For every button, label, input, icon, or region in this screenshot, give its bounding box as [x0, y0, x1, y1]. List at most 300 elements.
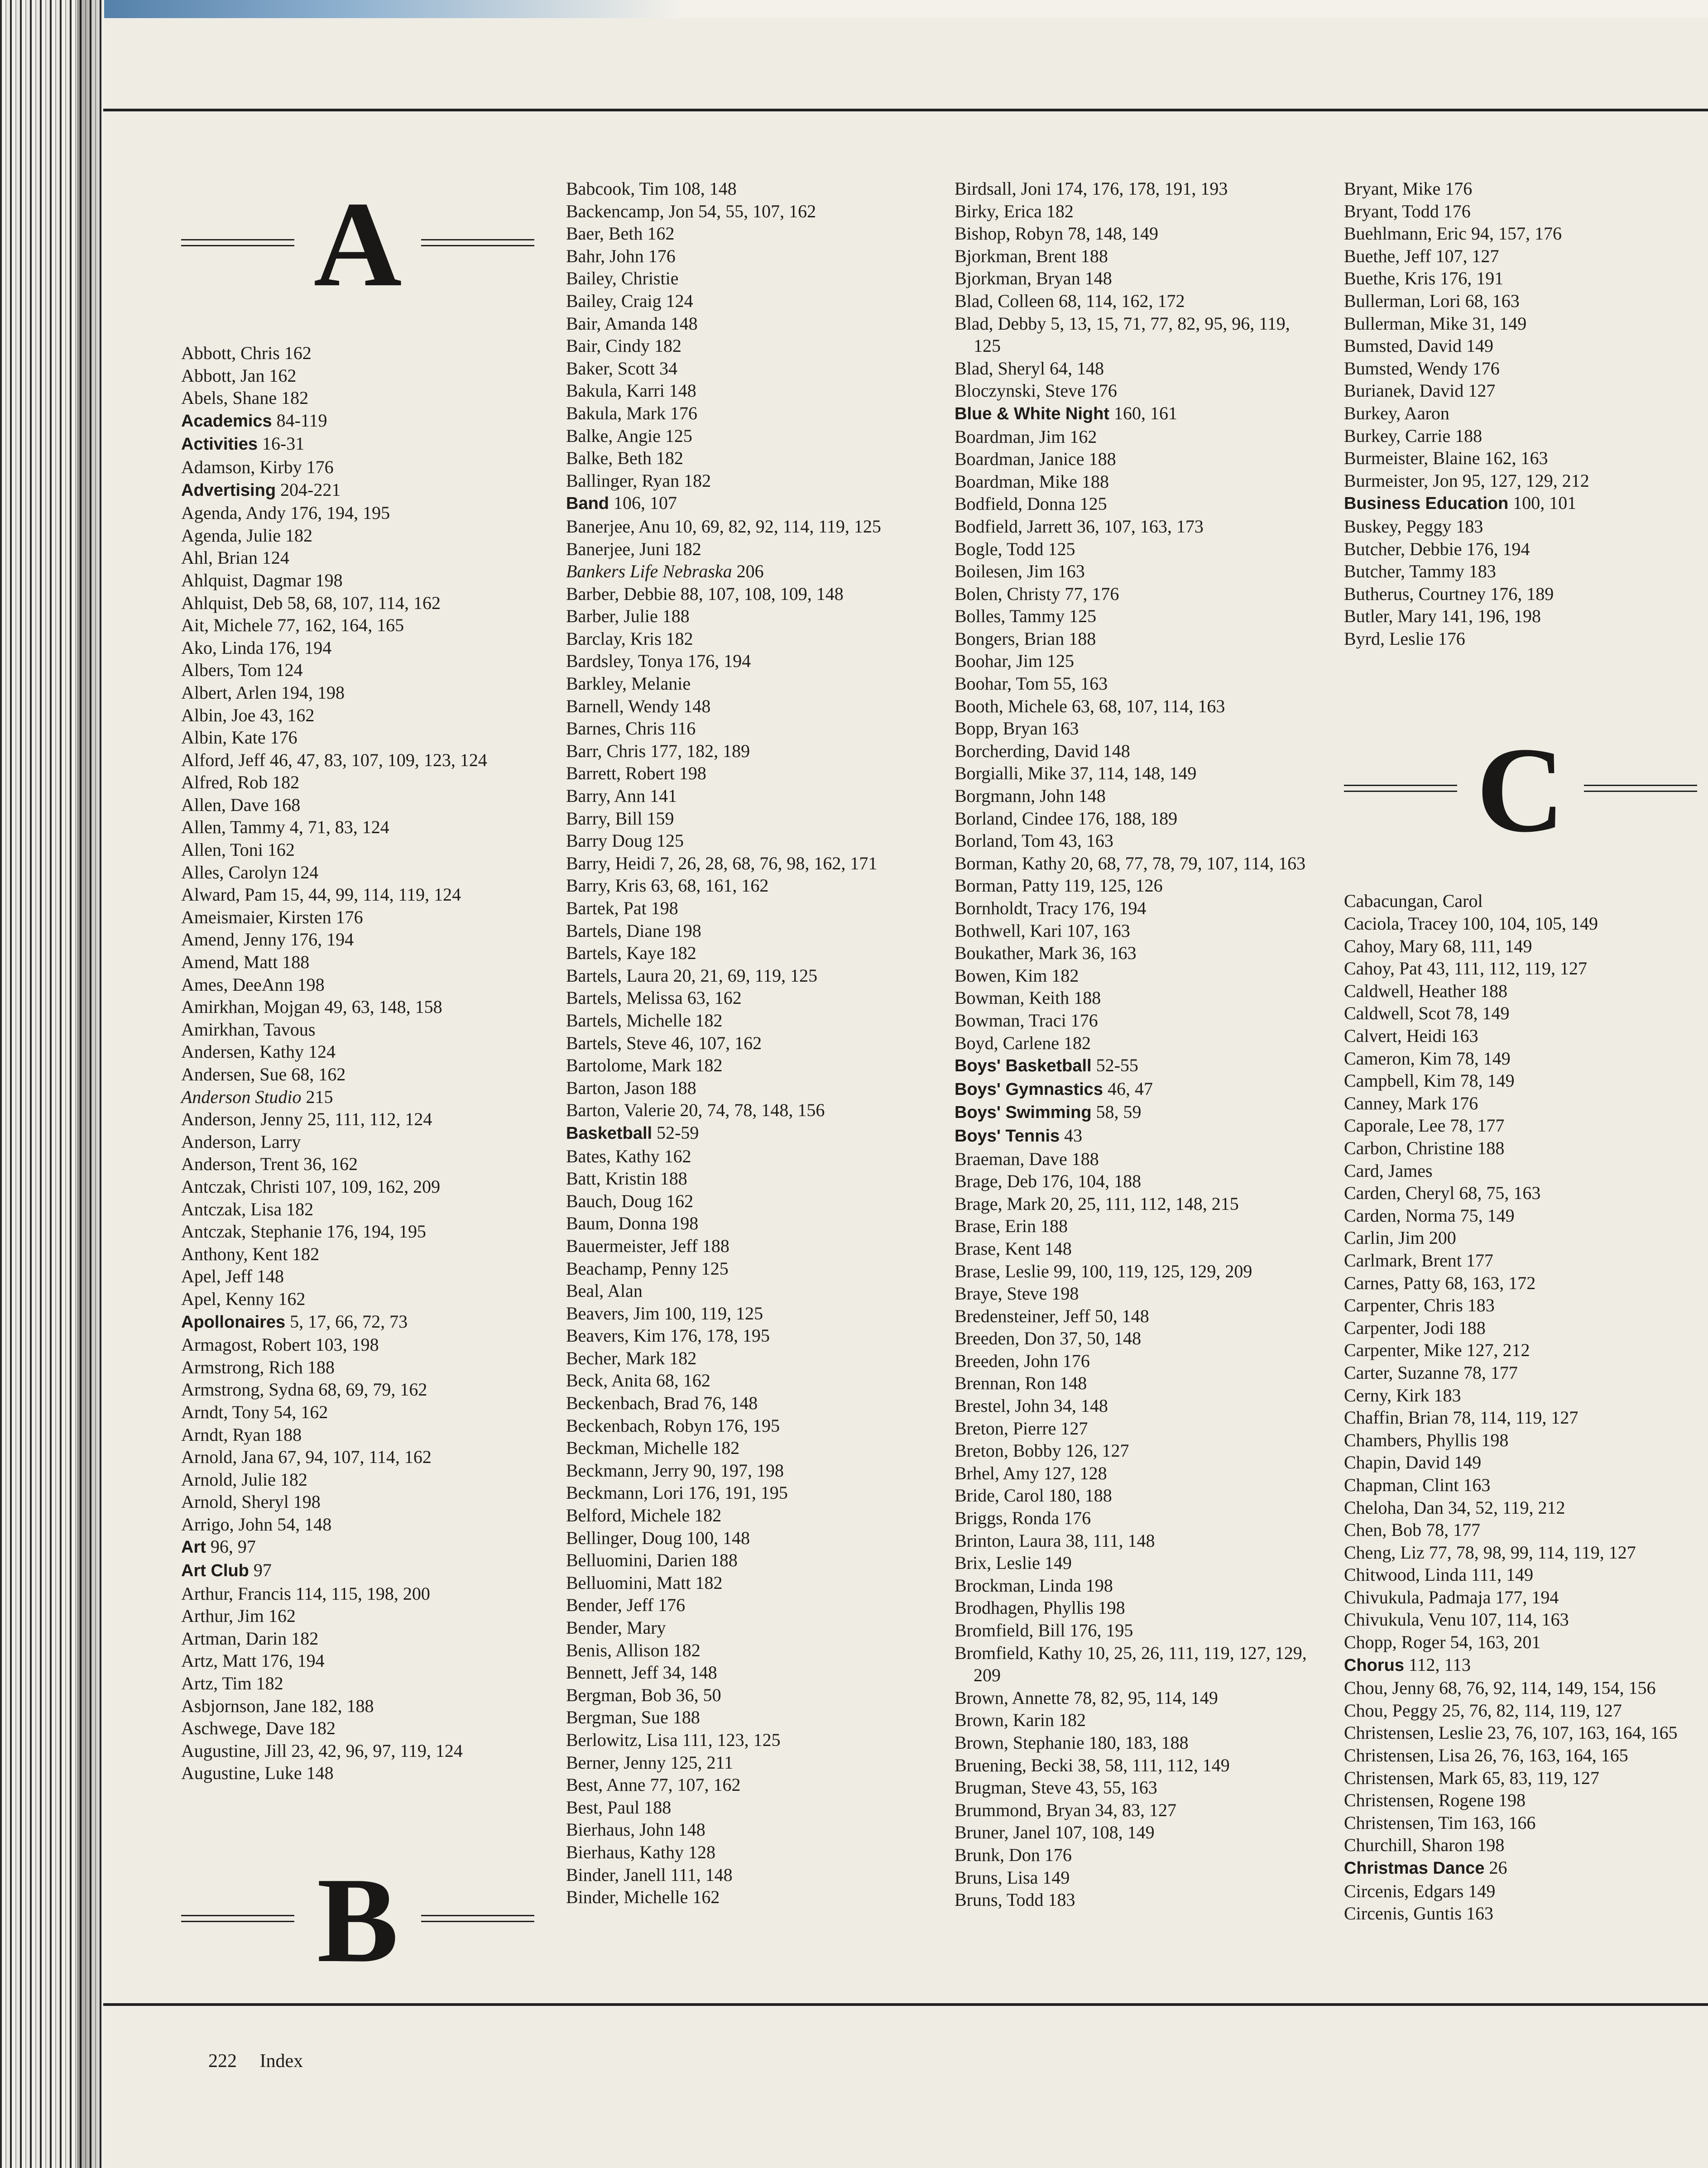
index-name-entry: Bailey, Craig 124 — [566, 290, 693, 311]
index-name-entry: Ames, DeeAnn 198 — [181, 974, 325, 995]
index-name-entry: Arthur, Francis 114, 115, 198, 200 — [181, 1583, 430, 1604]
index-name-entry: Cheng, Liz 77, 78, 98, 99, 114, 119, 127 — [1344, 1542, 1636, 1563]
index-name-entry: Bakula, Karri 148 — [566, 380, 696, 401]
index-name-entry: Amend, Matt 188 — [181, 952, 310, 973]
index-name-entry: Bergman, Sue 188 — [566, 1707, 700, 1728]
index-name-entry: Christensen, Tim 163, 166 — [1344, 1812, 1536, 1833]
index-name-entry: Balke, Angie 125 — [566, 425, 692, 446]
index-name-entry: Barnes, Chris 116 — [566, 718, 696, 739]
index-name-entry: Augustine, Luke 148 — [181, 1763, 334, 1784]
entry-topic: Band — [566, 494, 609, 513]
entry-topic: Apollonaires — [181, 1312, 286, 1332]
index-name-entry: Beavers, Kim 176, 178, 195 — [566, 1325, 770, 1346]
index-topic-entry — [955, 1078, 1317, 1101]
index-name-entry: Butcher, Debbie 176, 194 — [1344, 538, 1530, 559]
entry-topic: Chorus — [1344, 1655, 1404, 1675]
index-topic-entry — [181, 409, 543, 433]
index-name-entry: Brugman, Steve 43, 55, 163 — [955, 1777, 1157, 1798]
entry-pages: 215 — [301, 1086, 333, 1107]
index-name-entry: Beckenbach, Robyn 176, 195 — [566, 1415, 780, 1436]
index-name-entry: Blad, Sheryl 64, 148 — [955, 358, 1104, 379]
index-name-entry: Blad, Debby 5, 13, 15, 71, 77, 82, 95, 96, 119, 125 — [955, 313, 1290, 356]
index-name-entry: Artz, Matt 176, 194 — [181, 1650, 325, 1671]
index-name-entry: Bellinger, Doug 100, 148 — [566, 1527, 750, 1548]
index-name-entry: Abbott, Chris 162 — [181, 343, 312, 363]
index-name-entry: Bauch, Doug 162 — [566, 1190, 694, 1211]
entry-pages: 112, 113 — [1404, 1654, 1471, 1675]
entry-pages: 97 — [249, 1560, 272, 1581]
index-name-entry: Alward, Pam 15, 44, 99, 114, 119, 124 — [181, 884, 461, 905]
index-name-entry: Belluomini, Matt 182 — [566, 1572, 723, 1593]
index-name-entry: Carlmark, Brent 177 — [1344, 1250, 1493, 1271]
index-name-entry: Buehlmann, Eric 94, 157, 176 — [1344, 223, 1562, 244]
entry-topic: Business Education — [1344, 494, 1509, 513]
index-name-entry: Burmeister, Blaine 162, 163 — [1344, 448, 1548, 469]
entry-topic: Boys' Gymnastics — [955, 1079, 1103, 1099]
index-name-entry: Borman, Kathy 20, 68, 77, 78, 79, 107, 114, 163 — [955, 853, 1306, 873]
index-name-entry: Bender, Jeff 176 — [566, 1595, 686, 1616]
index-name-entry: Armagost, Robert 103, 198 — [181, 1334, 379, 1355]
index-name-entry: Brockman, Linda 198 — [955, 1575, 1113, 1596]
index-name-entry: Antczak, Christi 107, 109, 162, 209 — [181, 1176, 441, 1197]
index-column-3 — [955, 177, 1317, 1911]
index-list-b-part2 — [955, 177, 1317, 1911]
index-name-entry: Burianek, David 127 — [1344, 380, 1496, 401]
index-name-entry: Ako, Linda 176, 194 — [181, 637, 332, 658]
index-name-entry: Abbott, Jan 162 — [181, 365, 297, 386]
index-name-entry: Breeden, John 176 — [955, 1350, 1090, 1371]
index-name-entry: Anderson, Jenny 25, 111, 112, 124 — [181, 1109, 432, 1130]
index-topic-entry — [181, 1559, 543, 1583]
index-name-entry: Brase, Leslie 99, 100, 119, 125, 129, 209 — [955, 1261, 1252, 1281]
index-name-entry: Bowen, Kim 182 — [955, 965, 1079, 986]
entry-pages: 106, 107 — [609, 493, 677, 513]
index-name-entry: Belford, Michele 182 — [566, 1505, 722, 1526]
index-name-entry: Antczak, Stephanie 176, 194, 195 — [181, 1221, 426, 1242]
index-name-entry: Best, Anne 77, 107, 162 — [566, 1775, 741, 1795]
index-name-entry: Arthur, Jim 162 — [181, 1606, 296, 1626]
entry-pages: 52-55 — [1091, 1055, 1138, 1076]
index-name-entry: Apel, Kenny 162 — [181, 1288, 306, 1309]
index-name-entry: Barrett, Robert 198 — [566, 763, 706, 784]
index-name-entry: Bruening, Becki 38, 58, 111, 112, 149 — [955, 1755, 1230, 1775]
index-name-entry: Chivukula, Venu 107, 114, 163 — [1344, 1609, 1569, 1630]
index-list-b-part3 — [1344, 177, 1706, 650]
index-name-entry: Carter, Suzanne 78, 177 — [1344, 1362, 1518, 1383]
index-name-entry: Agenda, Andy 176, 194, 195 — [181, 503, 390, 523]
page-number: 222 — [208, 2051, 237, 2072]
index-name-entry: Carden, Norma 75, 149 — [1344, 1205, 1515, 1226]
index-name-entry: Braye, Steve 198 — [955, 1283, 1079, 1304]
index-name-entry: Baum, Donna 198 — [566, 1213, 699, 1234]
index-name-entry: Boyd, Carlene 182 — [955, 1032, 1091, 1053]
index-name-entry: Bender, Mary — [566, 1617, 666, 1638]
index-name-entry: Beckenbach, Brad 76, 148 — [566, 1393, 758, 1414]
entry-topic: Boys' Swimming — [955, 1103, 1092, 1122]
index-name-entry: Arndt, Ryan 188 — [181, 1424, 302, 1445]
index-name-entry: Chivukula, Padmaja 177, 194 — [1344, 1587, 1559, 1607]
index-name-entry: Barry, Ann 141 — [566, 786, 677, 806]
index-name-entry: Borcherding, David 148 — [955, 740, 1130, 761]
top-band — [0, 0, 1708, 18]
index-name-entry: Chen, Bob 78, 177 — [1344, 1520, 1481, 1540]
index-name-entry: Bartels, Melissa 63, 162 — [566, 988, 742, 1008]
index-name-entry: Bowman, Traci 176 — [955, 1010, 1098, 1031]
index-name-entry: Chambers, Phyllis 198 — [1344, 1429, 1509, 1450]
index-name-entry: Berlowitz, Lisa 111, 123, 125 — [566, 1729, 781, 1750]
index-name-entry: Arndt, Tony 54, 162 — [181, 1401, 328, 1422]
index-name-entry: Circenis, Edgars 149 — [1344, 1880, 1496, 1901]
index-name-entry: Bakula, Mark 176 — [566, 403, 697, 423]
index-topic-entry — [566, 492, 928, 515]
index-name-entry: Abels, Shane 182 — [181, 388, 309, 408]
index-name-entry: Borland, Cindee 176, 188, 189 — [955, 808, 1178, 829]
index-name-entry: Allen, Dave 168 — [181, 794, 301, 815]
index-name-entry: Antczak, Lisa 182 — [181, 1199, 314, 1219]
heading-rule-left — [181, 1915, 294, 1922]
index-name-entry: Bierhaus, Kathy 128 — [566, 1842, 715, 1862]
index-name-entry: Boukather, Mark 36, 163 — [955, 943, 1137, 964]
index-name-entry: Bornholdt, Tracy 176, 194 — [955, 898, 1147, 918]
index-topic-entry — [1344, 1856, 1706, 1880]
index-name-entry: Bennett, Jeff 34, 148 — [566, 1662, 717, 1683]
letter-heading-b — [181, 1848, 534, 1993]
index-name-entry: Artz, Tim 182 — [181, 1673, 283, 1694]
index-name-entry: Asbjornson, Jane 182, 188 — [181, 1695, 374, 1716]
index-name-entry: Bredensteiner, Jeff 50, 148 — [955, 1305, 1149, 1326]
index-name-entry: Bergman, Bob 36, 50 — [566, 1684, 721, 1705]
entry-pages: 160, 161 — [1109, 403, 1177, 423]
index-name-entry: Bruner, Janel 107, 108, 149 — [955, 1822, 1155, 1843]
index-name-entry: Amirkhan, Mojgan 49, 63, 148, 158 — [181, 997, 442, 1017]
index-name-entry: Boardman, Jim 162 — [955, 426, 1097, 447]
index-name-entry: Bullerman, Lori 68, 163 — [1344, 290, 1520, 311]
index-name-entry: Bierhaus, John 148 — [566, 1819, 705, 1840]
index-name-entry: Ahlquist, Dagmar 198 — [181, 570, 343, 590]
index-name-entry: Andersen, Sue 68, 162 — [181, 1064, 346, 1084]
heading-rule-left — [1344, 785, 1457, 792]
entry-pages: 16-31 — [257, 433, 305, 454]
index-name-entry: Banerjee, Anu 10, 69, 82, 92, 114, 119, 125 — [566, 516, 881, 537]
index-name-entry: Becher, Mark 182 — [566, 1348, 697, 1368]
index-name-entry: Albin, Joe 43, 162 — [181, 705, 315, 725]
index-name-entry: Amend, Jenny 176, 194 — [181, 929, 354, 950]
index-name-entry: Bjorkman, Bryan 148 — [955, 268, 1112, 289]
index-name-entry: Artman, Darin 182 — [181, 1628, 319, 1649]
index-name-entry: Bryant, Todd 176 — [1344, 201, 1471, 221]
index-name-entry: Carnes, Patty 68, 163, 172 — [1344, 1272, 1536, 1293]
index-topic-entry — [181, 1535, 543, 1559]
index-name-entry: Brage, Deb 176, 104, 188 — [955, 1171, 1142, 1192]
entry-topic: Advertising — [181, 480, 276, 500]
heading-rule-left — [181, 239, 294, 246]
heading-rule-right — [1584, 785, 1697, 792]
entry-pages: 26 — [1484, 1857, 1507, 1878]
entry-topic: Blue & White Night — [955, 404, 1109, 423]
index-name-entry: Barry, Heidi 7, 26, 28, 68, 76, 98, 162, 171 — [566, 853, 878, 873]
index-name-entry: Beal, Alan — [566, 1281, 643, 1301]
index-name-entry: Brennan, Ron 148 — [955, 1373, 1087, 1394]
index-name-entry: Barry, Kris 63, 68, 161, 162 — [566, 875, 769, 896]
heading-rule-right — [421, 1915, 534, 1922]
index-name-entry: Chou, Peggy 25, 76, 82, 114, 119, 127 — [1344, 1700, 1622, 1721]
index-name-entry: Bogle, Todd 125 — [955, 538, 1075, 559]
index-list-b-part1 — [566, 177, 928, 1909]
index-name-entry: Bauermeister, Jeff 188 — [566, 1235, 729, 1256]
index-name-entry: Beck, Anita 68, 162 — [566, 1370, 710, 1391]
entry-topic: Academics — [181, 411, 272, 431]
index-name-entry: Bromfield, Kathy 10, 25, 26, 111, 119, 127, 129, 209 — [955, 1642, 1307, 1686]
index-name-entry: Anderson, Larry — [181, 1131, 301, 1152]
entry-topic: Bankers Life Nebraska — [566, 561, 732, 582]
index-name-entry: Bishop, Robyn 78, 148, 149 — [955, 223, 1159, 244]
index-topic-entry — [955, 1124, 1317, 1148]
index-name-entry: Armstrong, Rich 188 — [181, 1357, 335, 1377]
index-name-entry: Bongers, Brian 188 — [955, 628, 1096, 649]
index-name-entry: Blad, Colleen 68, 114, 162, 172 — [955, 290, 1185, 311]
index-name-entry: Anthony, Kent 182 — [181, 1243, 320, 1264]
index-name-entry: Beckmann, Lori 176, 191, 195 — [566, 1482, 788, 1503]
index-name-entry: Borgialli, Mike 37, 114, 148, 149 — [955, 763, 1197, 784]
index-name-entry: Bair, Cindy 182 — [566, 336, 682, 356]
letter-b: B — [317, 1852, 399, 1988]
index-name-entry: Briggs, Ronda 176 — [955, 1508, 1091, 1529]
index-name-entry: Brodhagen, Phyllis 198 — [955, 1597, 1125, 1618]
index-column-4 — [1344, 177, 1706, 1925]
index-name-entry: Cerny, Kirk 183 — [1344, 1385, 1461, 1405]
index-name-entry: Brown, Annette 78, 82, 95, 114, 149 — [955, 1687, 1218, 1708]
binding-shadow — [77, 0, 104, 2168]
index-name-entry: Brage, Mark 20, 25, 111, 112, 148, 215 — [955, 1193, 1239, 1214]
bottom-rule — [103, 2003, 1708, 2006]
index-name-entry: Campbell, Kim 78, 149 — [1344, 1070, 1515, 1091]
index-name-entry: Bartels, Kaye 182 — [566, 943, 696, 964]
index-name-entry: Allen, Toni 162 — [181, 839, 295, 860]
index-name-entry: Boohar, Tom 55, 163 — [955, 673, 1108, 694]
entry-topic: Activities — [181, 435, 258, 454]
index-name-entry: Brunk, Don 176 — [955, 1844, 1072, 1865]
index-topic-entry — [955, 1054, 1317, 1078]
index-name-entry: Albert, Arlen 194, 198 — [181, 682, 345, 703]
index-name-entry: Cabacungan, Carol — [1344, 891, 1483, 911]
index-name-entry: Binder, Janell 111, 148 — [566, 1864, 733, 1885]
index-name-entry: Brhel, Amy 127, 128 — [955, 1463, 1107, 1483]
index-name-entry: Albin, Kate 176 — [181, 727, 297, 748]
index-name-entry: Boardman, Mike 188 — [955, 471, 1109, 492]
index-name-entry: Barber, Debbie 88, 107, 108, 109, 148 — [566, 583, 844, 604]
index-name-entry: Bahr, John 176 — [566, 245, 676, 266]
index-name-entry: Boardman, Janice 188 — [955, 449, 1116, 470]
index-name-entry: Bodfield, Donna 125 — [955, 494, 1107, 514]
index-name-entry: Brinton, Laura 38, 111, 148 — [955, 1530, 1155, 1551]
index-name-entry: Brase, Erin 188 — [955, 1216, 1068, 1237]
index-topic-entry — [1344, 492, 1706, 515]
index-name-entry: Burkey, Carrie 188 — [1344, 425, 1483, 446]
index-name-entry: Ameismaier, Kirsten 176 — [181, 907, 363, 927]
index-name-entry: Bumsted, Wendy 176 — [1344, 358, 1500, 379]
entry-pages: 204-221 — [276, 479, 341, 500]
index-name-entry: Baer, Beth 162 — [566, 223, 675, 244]
index-name-entry: Batt, Kristin 188 — [566, 1168, 687, 1189]
index-name-entry: Beavers, Jim 100, 119, 125 — [566, 1303, 763, 1324]
index-name-entry: Cheloha, Dan 34, 52, 119, 212 — [1344, 1497, 1565, 1518]
index-name-entry: Christensen, Rogene 198 — [1344, 1790, 1526, 1811]
index-name-entry: Brown, Karin 182 — [955, 1710, 1086, 1731]
index-name-entry: Bates, Kathy 162 — [566, 1146, 691, 1166]
index-topic-entry — [955, 1101, 1317, 1124]
entry-pages: 206 — [732, 561, 764, 582]
index-name-entry: Binder, Michelle 162 — [566, 1887, 720, 1908]
index-name-entry: Churchill, Sharon 198 — [1344, 1835, 1505, 1856]
index-name-entry: Albers, Tom 124 — [181, 660, 303, 681]
index-name-entry: Bride, Carol 180, 188 — [955, 1485, 1112, 1506]
heading-rule-right — [421, 239, 534, 246]
index-name-entry: Alles, Carolyn 124 — [181, 862, 319, 883]
index-name-entry: Bowman, Keith 188 — [955, 988, 1101, 1008]
index-name-entry: Ait, Michele 77, 162, 164, 165 — [181, 615, 404, 636]
index-name-entry: Bailey, Christie — [566, 268, 679, 289]
index-name-entry: Brase, Kent 148 — [955, 1238, 1072, 1259]
entry-pages: 58, 59 — [1091, 1102, 1142, 1122]
index-topic-entry — [181, 1086, 543, 1108]
index-name-entry: Amirkhan, Tavous — [181, 1019, 316, 1040]
index-name-entry: Arnold, Jana 67, 94, 107, 114, 162 — [181, 1447, 432, 1468]
index-name-entry: Bartels, Laura 20, 21, 69, 119, 125 — [566, 965, 818, 986]
page-footer — [208, 2050, 321, 2072]
index-name-entry: Burmeister, Jon 95, 127, 129, 212 — [1344, 470, 1589, 491]
index-name-entry: Circenis, Guntis 163 — [1344, 1903, 1493, 1924]
entry-topic: Boys' Basketball — [955, 1056, 1092, 1076]
index-name-entry: Bullerman, Mike 31, 149 — [1344, 313, 1527, 334]
index-name-entry: Alford, Jeff 46, 47, 83, 107, 109, 123, 124 — [181, 749, 487, 770]
index-name-entry: Anderson, Trent 36, 162 — [181, 1154, 358, 1175]
index-name-entry: Cameron, Kim 78, 149 — [1344, 1048, 1511, 1069]
index-topic-entry — [566, 560, 928, 583]
entry-pages: 43 — [1060, 1125, 1083, 1146]
index-name-entry: Chitwood, Linda 111, 149 — [1344, 1564, 1534, 1585]
index-name-entry: Ballinger, Ryan 182 — [566, 470, 711, 491]
index-name-entry: Byrd, Leslie 176 — [1344, 628, 1465, 649]
entry-pages: 5, 17, 66, 72, 73 — [285, 1311, 408, 1332]
index-name-entry: Bromfield, Bill 176, 195 — [955, 1620, 1133, 1640]
index-name-entry: Buethe, Kris 176, 191 — [1344, 268, 1504, 289]
index-name-entry: Buethe, Jeff 107, 127 — [1344, 245, 1499, 266]
index-name-entry: Adamson, Kirby 176 — [181, 456, 334, 477]
index-name-entry: Ahlquist, Deb 58, 68, 107, 114, 162 — [181, 592, 441, 613]
index-name-entry: Boohar, Jim 125 — [955, 651, 1074, 672]
index-name-entry: Butler, Mary 141, 196, 198 — [1344, 606, 1541, 627]
index-name-entry: Bopp, Bryan 163 — [955, 718, 1079, 739]
index-name-entry: Birdsall, Joni 174, 176, 178, 191, 193 — [955, 178, 1228, 199]
index-name-entry: Arnold, Sheryl 198 — [181, 1492, 321, 1512]
index-topic-entry — [955, 402, 1317, 426]
index-name-entry: Aschwege, Dave 182 — [181, 1718, 336, 1739]
index-name-entry: Bolles, Tammy 125 — [955, 606, 1097, 627]
index-name-entry: Boilesen, Jim 163 — [955, 561, 1085, 582]
index-column-2 — [566, 177, 928, 1909]
index-column-1 — [181, 172, 543, 1993]
index-name-entry: Barclay, Kris 182 — [566, 628, 693, 649]
letter-a: A — [313, 177, 402, 312]
entry-pages: 84-119 — [272, 410, 327, 431]
letter-c: C — [1476, 722, 1565, 858]
index-name-entry: Babcook, Tim 108, 148 — [566, 178, 737, 199]
index-name-entry: Chapin, David 149 — [1344, 1452, 1482, 1473]
index-name-entry: Buskey, Peggy 183 — [1344, 516, 1483, 537]
index-name-entry: Armstrong, Sydna 68, 69, 79, 162 — [181, 1379, 427, 1400]
index-name-entry: Chopp, Roger 54, 163, 201 — [1344, 1632, 1541, 1653]
index-name-entry: Carpenter, Mike 127, 212 — [1344, 1340, 1530, 1361]
entry-pages: 96, 97 — [206, 1536, 256, 1557]
index-name-entry: Breton, Bobby 126, 127 — [955, 1440, 1129, 1461]
index-name-entry: Barton, Jason 188 — [566, 1077, 696, 1098]
index-name-entry: Bartels, Steve 46, 107, 162 — [566, 1032, 762, 1053]
entry-topic: Boys' Tennis — [955, 1126, 1060, 1146]
index-name-entry: Barber, Julie 188 — [566, 606, 690, 627]
index-name-entry: Chaffin, Brian 78, 114, 119, 127 — [1344, 1407, 1578, 1428]
index-name-entry: Bair, Amanda 148 — [566, 313, 698, 334]
index-name-entry: Carbon, Christine 188 — [1344, 1138, 1505, 1158]
index-name-entry: Bartek, Pat 198 — [566, 898, 678, 918]
index-name-entry: Bloczynski, Steve 176 — [955, 380, 1117, 401]
index-name-entry: Caldwell, Scot 78, 149 — [1344, 1003, 1510, 1024]
index-name-entry: Brummond, Bryan 34, 83, 127 — [955, 1799, 1176, 1820]
index-name-entry: Breton, Pierre 127 — [955, 1418, 1088, 1439]
index-name-entry: Barry Doug 125 — [566, 830, 684, 851]
index-name-entry: Best, Paul 188 — [566, 1797, 672, 1818]
index-name-entry: Caldwell, Heather 188 — [1344, 980, 1507, 1001]
index-list-c — [1344, 890, 1706, 1924]
entry-pages: 100, 101 — [1508, 493, 1577, 513]
index-name-entry: Bardsley, Tonya 176, 194 — [566, 651, 751, 672]
index-name-entry: Caciola, Tracey 100, 104, 105, 149 — [1344, 913, 1598, 934]
index-name-entry: Christensen, Mark 65, 83, 119, 127 — [1344, 1767, 1600, 1788]
index-topic-entry — [181, 432, 543, 456]
index-name-entry: Bartels, Michelle 182 — [566, 1010, 723, 1031]
entry-topic: Anderson Studio — [181, 1086, 302, 1107]
index-name-entry: Cahoy, Pat 43, 111, 112, 119, 127 — [1344, 958, 1588, 979]
index-name-entry: Banerjee, Juni 182 — [566, 538, 701, 559]
index-name-entry: Bruns, Lisa 149 — [955, 1867, 1070, 1888]
letter-heading-c — [1344, 718, 1697, 863]
index-name-entry: Barkley, Melanie — [566, 673, 691, 694]
index-name-entry: Beckman, Michelle 182 — [566, 1438, 740, 1458]
index-name-entry: Carden, Cheryl 68, 75, 163 — [1344, 1183, 1541, 1204]
index-name-entry: Butcher, Tammy 183 — [1344, 561, 1496, 582]
index-name-entry: Braeman, Dave 188 — [955, 1148, 1099, 1169]
index-name-entry: Brown, Stephanie 180, 183, 188 — [955, 1732, 1189, 1753]
index-name-entry: Canney, Mark 176 — [1344, 1093, 1478, 1113]
index-name-entry: Agenda, Julie 182 — [181, 525, 312, 546]
index-name-entry: Caporale, Lee 78, 177 — [1344, 1115, 1505, 1136]
index-name-entry: Alfred, Rob 182 — [181, 772, 300, 793]
index-name-entry: Bartels, Diane 198 — [566, 920, 701, 941]
index-name-entry: Barnell, Wendy 148 — [566, 695, 711, 716]
index-name-entry: Carpenter, Chris 183 — [1344, 1295, 1495, 1316]
index-name-entry: Card, James — [1344, 1160, 1433, 1181]
index-name-entry: Breeden, Don 37, 50, 148 — [955, 1328, 1142, 1349]
index-name-entry: Borgmann, John 148 — [955, 786, 1106, 806]
index-name-entry: Barton, Valerie 20, 74, 78, 148, 156 — [566, 1100, 825, 1121]
index-name-entry: Berner, Jenny 125, 211 — [566, 1752, 734, 1773]
index-name-entry: Belluomini, Darien 188 — [566, 1550, 738, 1571]
entry-topic: Basketball — [566, 1123, 652, 1143]
index-name-entry: Arnold, Julie 182 — [181, 1469, 307, 1490]
entry-topic: Christmas Dance — [1344, 1859, 1485, 1878]
entry-topic: Art — [181, 1538, 206, 1557]
index-name-entry: Augustine, Jill 23, 42, 96, 97, 119, 124 — [181, 1740, 463, 1761]
index-name-entry: Burkey, Aaron — [1344, 403, 1449, 423]
